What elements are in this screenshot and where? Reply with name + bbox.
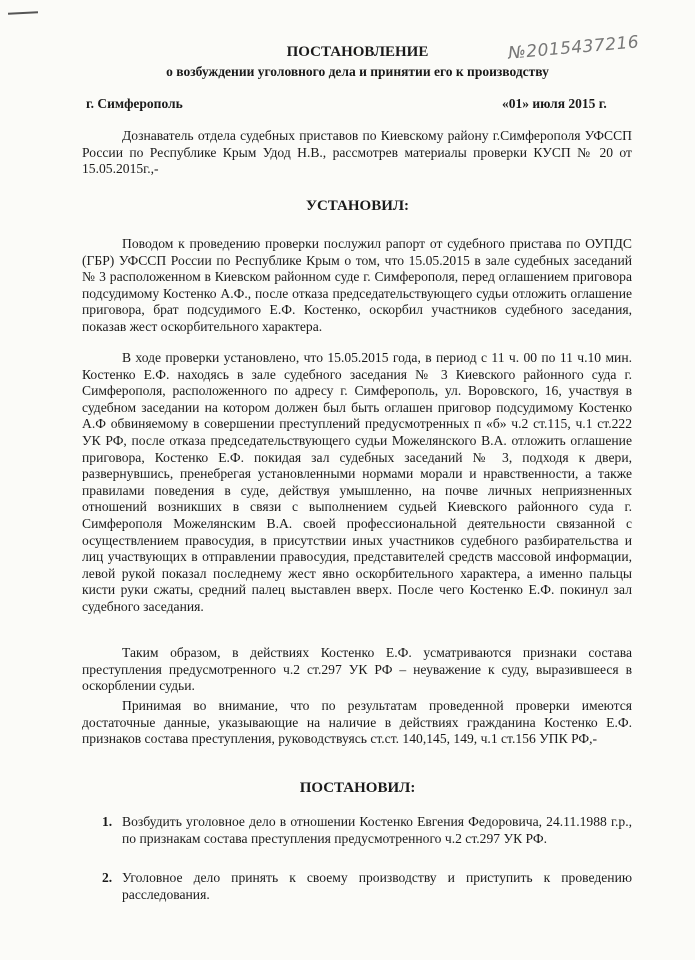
paragraph-qualification: Таким образом, в действиях Костенко Е.Ф. усматриваются признаки состава преступления предусмотренного ч.2 ст.297 УК РФ – неуважение к суду, выразившееся в оскорблении судьи. [82,645,632,694]
resolution-item [82,814,632,847]
resolution-number: 1. [102,814,113,829]
paragraph-findings: В ходе проверки установлено, что 15.05.2015 года, в период с 11 ч. 00 по 11 ч.10 мин. Костенко Е.Ф. находясь в зале судебного заседания № 3 Киевского районного суда г. Симферополя, расположенного по адресу г. Симферополь, ул. Воровского, 16, участвуя в судебном заседании на котором должен был быть оглашен приговор подсудимому Костенко А.Ф обвиняемому в совершении преступлений предусмотренных п «б» ч.2 ст.115, ч.1 ст.222 УК РФ, после отказа председательствующего судьи Можелянского В.А. отложить оглашение приговора, Костенко Е.Ф. покидая зал судебных заседаний № 3, подходя к двери, развернувшись, пренебрегая установленными нормами морали и нравственности, а также правилами поведения в суде, действуя умышленно, на почве личных неприязненных отношений возникших в связи с выполнением судьей Киевского районного суда г. Симферополя Можелянским В.А. своей профессиональной деятельности связанной с осуществлением правосудия, в присутствии иных участников судебного разбирательства и лиц участвующих в отправлении правосудия, представителей средств массовой информации, левой рукой показал последнему жест явно оскорбительного характера, а именно пальцы кисти руки сжаты, средний палец выставлен вверх. После чего Костенко Е.Ф. покинул зал судебного заседания. [82,350,632,614]
intro-paragraph: Дознаватель отдела судебных приставов по Киевскому району г.Симферополя УФССП России по Республике Крым Удод Н.В., рассмотрев материалы проверки КУСП № 20 от 15.05.2015г.,- [82,128,632,177]
paragraph-basis: Принимая во внимание, что по результатам проведенной проверки имеются достаточные данные, указывающие на наличие в действиях гражданина Костенко Е.Ф. признаков состава преступления, руководствуясь ст.ст. 140,145, 149, ч.1 ст.156 УПК РФ,- [82,698,632,747]
resolution-item [82,870,632,903]
paragraph-grounds: Поводом к проведению проверки послужил рапорт от судебного пристава по ОУПДС (ГБР) УФССП России по Республике Крым о том, что 15.05.2015 в зале судебных заседаний № 3 расположенном в Киевском районном суде г. Симферополя, перед оглашением приговора подсудимому Костенко А.Ф., после отказа председательствующего судьи отложить оглашение приговора, брат подсудимого Е.Ф. Костенко, оскорбил участников судебного заседания, показав жест оскорбительного характера. [82,236,632,334]
scan-mark [8,11,38,15]
handwritten-registration-number: №2015437216 [507,32,640,64]
document-subtitle: о возбуждении уголовного дела и принятии его к производству [166,64,549,79]
resolution-text: Возбудить уголовное дело в отношении Костенко Евгения Федоровича, 24.11.1988 г.р., по признакам состава преступления предусмотренного ч.2 ст.297 УК РФ. [122,814,632,846]
heading-established: УСТАНОВИЛ: [305,198,410,214]
document-title: ПОСТАНОВЛЕНИЕ [286,44,429,60]
document-date: «01» июля 2015 г. [502,96,607,111]
resolution-number: 2. [102,870,113,885]
heading-resolved: ПОСТАНОВИЛ: [299,780,416,796]
document-city: г. Симферополь [86,96,183,111]
resolution-text: Уголовное дело принять к своему производству и приступить к проведению расследования. [122,870,632,902]
